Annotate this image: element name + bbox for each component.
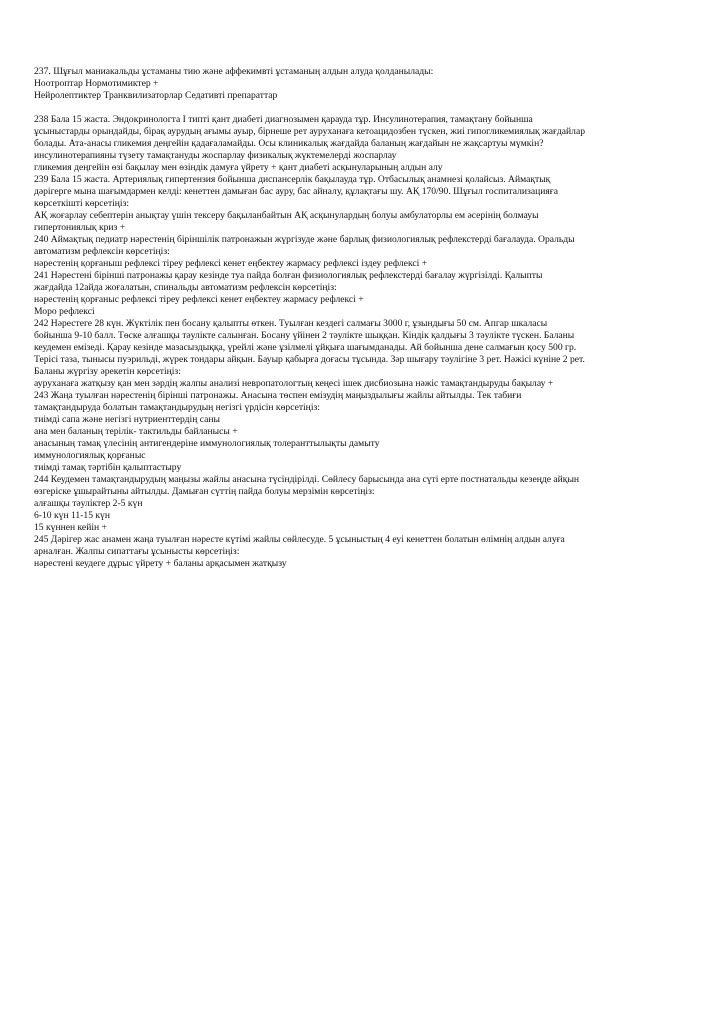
question-line: автоматизм рефлексін көрсетіңіз: — [34, 246, 170, 257]
answer-line: АҚ жоғарлау себептерін анықтау үшін тексеру бақыланбайтын АҚ асқынулардың болуы амбулаторлы ем әсерінің болмауы — [34, 210, 539, 221]
answer-line: гипертониялық криз + — [34, 222, 126, 233]
answer-line: нәрестенің қорғаныш рефлексі тіреу рефлексі кенет еңбектеу жармасу рефлексі іздеу рефлексі + — [34, 258, 428, 269]
question-line: 237. Шұғыл маниакальды ұстаманы тию және аффекимвті ұстаманың алдын алуда қолданылады: — [34, 66, 434, 77]
question-237 — [34, 66, 694, 102]
answer-line: ана мен баланың терілік- тактильды байланысы + — [34, 426, 238, 437]
answer-line: нәрестенің қорғаныс рефлексі тіреу рефлексі кенет еңбектеу жармасу рефлексі + — [34, 294, 364, 305]
question-line: кеудемен емізеді. Қарау кезінде мазасыздыққа, үрейлі және ұзілмелі ұйқыға шағымданады. Ай бойынша дене салмағын қосу 500 гр. — [34, 342, 577, 353]
question-245 — [34, 534, 694, 570]
answer-line: 15 күннен кейін + — [34, 522, 107, 533]
question-line: жағдайда 12айда жоғалатын, спинальды автоматизм рефлексін көрсетіңіз: — [34, 282, 337, 293]
answer-line: тиімді сапа және негізгі нутриенттердің саны — [34, 414, 220, 425]
question-line: өзгеріске ұшырайтыны айтылды. Дамыған сүттің пайда болуы мерзімін көрсетіңіз: — [34, 486, 375, 497]
question-line: болады. Ата-анасы гликемия деңгейін қадағаламайды. Осы клиникалық жағдайда баланың жағдайын не жақсартуы мүмкін? — [34, 138, 544, 149]
question-244 — [34, 474, 694, 534]
answer-line: гликемия деңгейін өзі бақылау мен өзіндік дамуға үйрету + қант диабеті асқынуларының алдын алу — [34, 162, 443, 173]
question-line: 245 Дәрігер жас анамен жаңа туылған нәресте күтімі жайлы сөйлесуде. 5 ұсыныстың 4 еуі кенеттен болатын өлімнің алдын алуға — [34, 534, 565, 545]
answer-line: Моро рефлексі — [34, 306, 95, 317]
answer-line: 6-10 күн 11-15 күн — [34, 510, 110, 521]
question-line: 240 Аймақтық педиатр нәрестенің біріншілік патронажын жүргізуде және барлық физиологиялық рефлекстерді бағалауда. Оральды — [34, 234, 575, 245]
question-line: арналған. Жалпы сипаттағы ұсынысты көрсетіңіз: — [34, 546, 240, 557]
question-line: 244 Кеудемен тамақтандырудың маңызы жайлы анасына түсіндірілді. Сөйлесу барысында ана сүті ерте постнатальды кезеңде айқын — [34, 474, 580, 485]
question-line: ұсыныстарды орындайды, бірақ аурудың ағымы ауыр, бірнеше рет ауруханаға кетоацидозбен түскен, жиі гипогликемиялық жағдайлар — [34, 126, 586, 137]
question-line: 238 Бала 15 жаста. Эндокринологта I типті қант диабеті диагнозымен қарауда тұр. Инсулинотерапия, тамақтану бойынша — [34, 114, 533, 125]
question-243 — [34, 390, 694, 474]
question-line: бойынша 9-10 балл. Төске алғашқы тәулікте салынған. Босану үйінен 2 тәулікте шыққан. Кіндік қалдығы 3 тәулікте түскен. Баланы — [34, 330, 575, 341]
answer-line: иммунологиялық қорғаныс — [34, 450, 146, 461]
question-line: тамақтандыруда болатын тамақтандырудың негізгі үрдісін көрсетіңіз: — [34, 402, 320, 413]
question-line: 239 Бала 15 жаста. Артериялық гипертензия бойынша диспансерлік бақылауда тұр. Отбасылық анамнезі қолайсыз. Аймақтық — [34, 174, 551, 185]
answer-line: ауруханаға жатқызу қан мен зәрдің жалпы анализі невропатологтың кеңесі ішек дисбиозына нәжіс тамақтандыруды бақылау + — [34, 378, 554, 389]
question-line: 242 Нәрестеге 28 күн. Жүктілік пен босану қалыпты өткен. Туылған кездегі салмағы 3000 г, ұзындығы 50 см. Апгар шкаласы — [34, 318, 548, 329]
question-line: Баланы жүргізу әрекетін көрсетіңіз: — [34, 366, 181, 377]
question-242 — [34, 318, 694, 390]
answer-line: алғашқы тәуліктер 2-5 күн — [34, 498, 143, 509]
question-line: көрсеткішті көрсетіңіз: — [34, 198, 130, 209]
question-238 — [34, 114, 694, 174]
answer-line: Ноотроптар Нормотимиктер + — [34, 78, 159, 89]
question-240 — [34, 234, 694, 270]
question-239 — [34, 174, 694, 234]
question-line: 241 Нәрестені бірінші патронажы қарау кезінде туа пайда болған физиологиялық рефлекстерді бағалау жүргізілді. Қалыпты — [34, 270, 543, 281]
answer-line: Нейролептиктер Транквилизаторлар Седативті препараттар — [34, 90, 278, 101]
question-241 — [34, 270, 694, 318]
document-page — [34, 66, 694, 570]
answer-line: инсулинотерапияны түзету тамақтануды жоспарлау физикалық жүктемелерді жоспарлау — [34, 150, 397, 161]
question-line: дәрігерге мына шағымдармен келді: кенеттен дамыған бас ауру, бас айналу, құлақтағы шу. АҚ 170/90. Шұғыл госпитализацияға — [34, 186, 558, 197]
answer-line: анасының тамақ үлесінің антигендеріне иммунологиялық толеранттылықты дамыту — [34, 438, 380, 449]
answer-line: тиімді тамақ тәртібін қалыптастыру — [34, 462, 182, 473]
question-line: 243 Жаңа туылған нәрестенің бірінші патронажы. Анасына төспен емізудің маңыздылығы жайлы айтылды. Тек табиғи — [34, 390, 522, 401]
question-line: Терісі таза, тынысы пуэрильді, жүрек тондары айқын. Бауыр қабырға доғасы тұсында. Зәр шығару тәулігіне 3 рет. Нәжісі күніне 2 рет. — [34, 354, 585, 365]
answer-line: нәрестені кеудеге дұрыс үйрету + баланы арқасымен жатқызу — [34, 558, 287, 569]
